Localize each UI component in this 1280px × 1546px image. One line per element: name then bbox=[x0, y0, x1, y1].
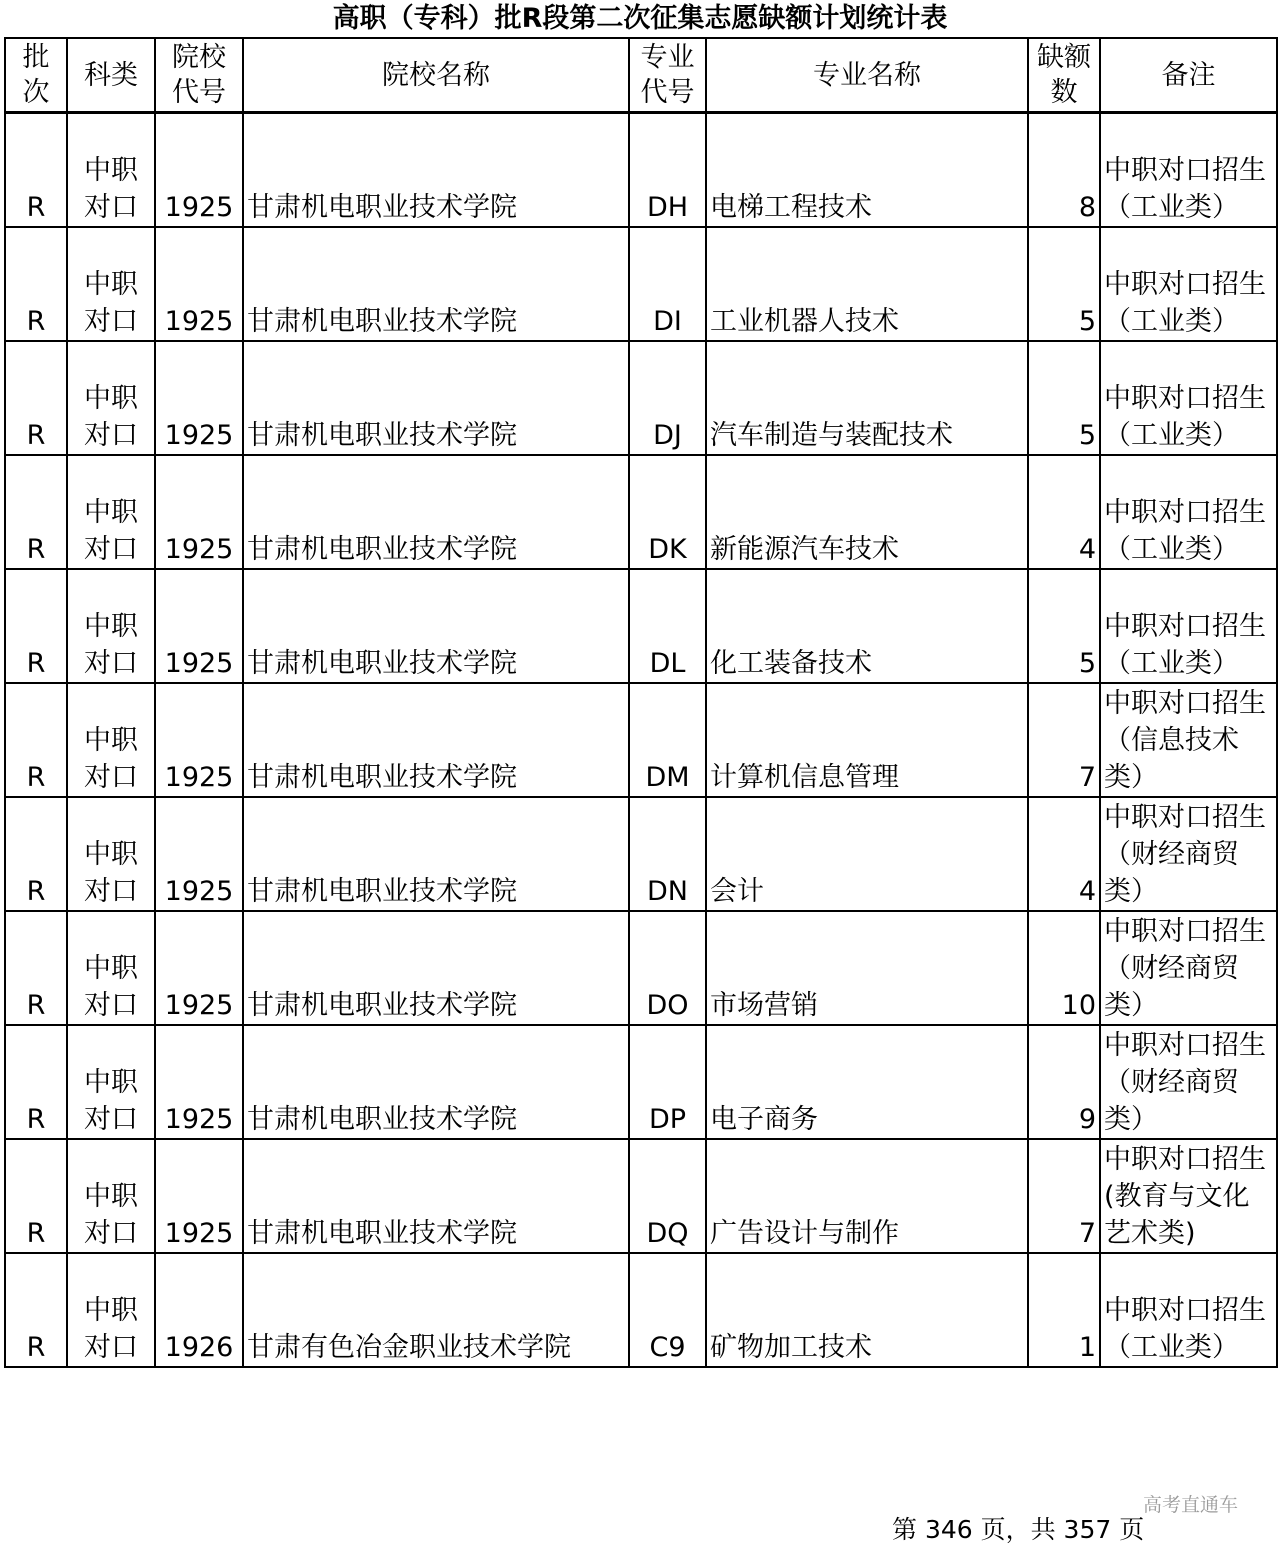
vacancy-cell: 4 bbox=[1028, 455, 1100, 569]
watermark: 高考直通车 bbox=[1143, 1494, 1239, 1516]
school-name-cell: 甘肃机电职业技术学院 bbox=[243, 341, 629, 455]
school-code-cell: 1925 bbox=[155, 113, 243, 228]
table-header-row bbox=[5, 38, 1277, 113]
remark-cell: 中职对口招生（财经商贸类） bbox=[1100, 911, 1277, 1025]
remark-cell: 中职对口招生（工业类） bbox=[1100, 569, 1277, 683]
school-code-cell: 1925 bbox=[155, 911, 243, 1025]
major-name-cell: 计算机信息管理 bbox=[706, 683, 1028, 797]
school-name-cell: 甘肃机电职业技术学院 bbox=[243, 227, 629, 341]
header-type: 科类 bbox=[67, 38, 155, 113]
table-row bbox=[5, 569, 1277, 683]
batch-cell: R bbox=[5, 455, 67, 569]
school-code-cell: 1925 bbox=[155, 1139, 243, 1253]
school-code-cell: 1925 bbox=[155, 455, 243, 569]
major-code-cell: DL bbox=[629, 569, 706, 683]
batch-cell: R bbox=[5, 569, 67, 683]
school-name-cell: 甘肃机电职业技术学院 bbox=[243, 797, 629, 911]
major-code-cell: DO bbox=[629, 911, 706, 1025]
school-code-cell: 1925 bbox=[155, 797, 243, 911]
batch-cell: R bbox=[5, 1253, 67, 1367]
major-name-cell: 新能源汽车技术 bbox=[706, 455, 1028, 569]
batch-cell: R bbox=[5, 1139, 67, 1253]
header-vacancy: 缺额 数 bbox=[1028, 38, 1100, 113]
major-name-cell: 广告设计与制作 bbox=[706, 1139, 1028, 1253]
school-code-cell: 1925 bbox=[155, 227, 243, 341]
school-code-cell: 1925 bbox=[155, 569, 243, 683]
batch-cell: R bbox=[5, 911, 67, 1025]
major-name-cell: 矿物加工技术 bbox=[706, 1253, 1028, 1367]
school-name-cell: 甘肃机电职业技术学院 bbox=[243, 1025, 629, 1139]
header-school-name: 院校名称 bbox=[243, 38, 629, 113]
vacancy-cell: 7 bbox=[1028, 683, 1100, 797]
table-row bbox=[5, 797, 1277, 911]
remark-cell: 中职对口招生（工业类） bbox=[1100, 1253, 1277, 1367]
major-code-cell: DI bbox=[629, 227, 706, 341]
major-code-cell: DJ bbox=[629, 341, 706, 455]
category-cell: 中职 对口 bbox=[67, 1139, 155, 1253]
table-row bbox=[5, 911, 1277, 1025]
remark-cell: 中职对口招生（信息技术类） bbox=[1100, 683, 1277, 797]
header-batch: 批 次 bbox=[5, 38, 67, 113]
category-cell: 中职 对口 bbox=[67, 341, 155, 455]
remark-cell: 中职对口招生（财经商贸类） bbox=[1100, 1025, 1277, 1139]
major-code-cell: DP bbox=[629, 1025, 706, 1139]
major-code-cell: DQ bbox=[629, 1139, 706, 1253]
vacancy-cell: 5 bbox=[1028, 569, 1100, 683]
school-name-cell: 甘肃机电职业技术学院 bbox=[243, 455, 629, 569]
major-name-cell: 电子商务 bbox=[706, 1025, 1028, 1139]
remark-cell: 中职对口招生（工业类） bbox=[1100, 455, 1277, 569]
table-row bbox=[5, 1139, 1277, 1253]
category-cell: 中职 对口 bbox=[67, 227, 155, 341]
category-cell: 中职 对口 bbox=[67, 911, 155, 1025]
major-name-cell: 化工装备技术 bbox=[706, 569, 1028, 683]
school-name-cell: 甘肃有色冶金职业技术学院 bbox=[243, 1253, 629, 1367]
table-row bbox=[5, 1025, 1277, 1139]
vacancy-cell: 1 bbox=[1028, 1253, 1100, 1367]
vacancy-cell: 4 bbox=[1028, 797, 1100, 911]
category-cell: 中职 对口 bbox=[67, 455, 155, 569]
major-code-cell: DH bbox=[629, 113, 706, 228]
remark-cell: 中职对口招生(教育与文化艺术类) bbox=[1100, 1139, 1277, 1253]
school-name-cell: 甘肃机电职业技术学院 bbox=[243, 569, 629, 683]
school-code-cell: 1925 bbox=[155, 683, 243, 797]
header-remark: 备注 bbox=[1100, 38, 1277, 113]
remark-cell: 中职对口招生（工业类） bbox=[1100, 227, 1277, 341]
school-name-cell: 甘肃机电职业技术学院 bbox=[243, 1139, 629, 1253]
table-body bbox=[5, 113, 1277, 1368]
vacancy-plan-table bbox=[4, 37, 1278, 1368]
major-name-cell: 工业机器人技术 bbox=[706, 227, 1028, 341]
remark-cell: 中职对口招生（工业类） bbox=[1100, 341, 1277, 455]
vacancy-cell: 10 bbox=[1028, 911, 1100, 1025]
school-name-cell: 甘肃机电职业技术学院 bbox=[243, 113, 629, 228]
batch-cell: R bbox=[5, 227, 67, 341]
school-name-cell: 甘肃机电职业技术学院 bbox=[243, 683, 629, 797]
major-name-cell: 汽车制造与装配技术 bbox=[706, 341, 1028, 455]
remark-cell: 中职对口招生（财经商贸类） bbox=[1100, 797, 1277, 911]
major-code-cell: C9 bbox=[629, 1253, 706, 1367]
vacancy-cell: 7 bbox=[1028, 1139, 1100, 1253]
category-cell: 中职 对口 bbox=[67, 113, 155, 228]
major-code-cell: DN bbox=[629, 797, 706, 911]
major-name-cell: 电梯工程技术 bbox=[706, 113, 1028, 228]
vacancy-cell: 5 bbox=[1028, 341, 1100, 455]
school-code-cell: 1925 bbox=[155, 341, 243, 455]
table-row bbox=[5, 341, 1277, 455]
table-row bbox=[5, 113, 1277, 228]
batch-cell: R bbox=[5, 797, 67, 911]
category-cell: 中职 对口 bbox=[67, 1253, 155, 1367]
header-major-name: 专业名称 bbox=[706, 38, 1028, 113]
vacancy-cell: 8 bbox=[1028, 113, 1100, 228]
batch-cell: R bbox=[5, 341, 67, 455]
school-code-cell: 1926 bbox=[155, 1253, 243, 1367]
header-major-code: 专业 代号 bbox=[629, 38, 706, 113]
school-code-cell: 1925 bbox=[155, 1025, 243, 1139]
remark-cell: 中职对口招生（工业类） bbox=[1100, 113, 1277, 228]
major-name-cell: 会计 bbox=[706, 797, 1028, 911]
table-row bbox=[5, 455, 1277, 569]
major-name-cell: 市场营销 bbox=[706, 911, 1028, 1025]
header-school-code: 院校 代号 bbox=[155, 38, 243, 113]
table-row bbox=[5, 1253, 1277, 1367]
major-code-cell: DK bbox=[629, 455, 706, 569]
category-cell: 中职 对口 bbox=[67, 797, 155, 911]
table-row bbox=[5, 227, 1277, 341]
vacancy-cell: 5 bbox=[1028, 227, 1100, 341]
page-title: 高职（专科）批R段第二次征集志愿缺额计划统计表 bbox=[332, 3, 948, 34]
batch-cell: R bbox=[5, 1025, 67, 1139]
page-number-footer: 第 346 页，共 357 页 bbox=[892, 1515, 1145, 1544]
major-code-cell: DM bbox=[629, 683, 706, 797]
category-cell: 中职 对口 bbox=[67, 569, 155, 683]
batch-cell: R bbox=[5, 113, 67, 228]
category-cell: 中职 对口 bbox=[67, 683, 155, 797]
batch-cell: R bbox=[5, 683, 67, 797]
vacancy-cell: 9 bbox=[1028, 1025, 1100, 1139]
category-cell: 中职 对口 bbox=[67, 1025, 155, 1139]
school-name-cell: 甘肃机电职业技术学院 bbox=[243, 911, 629, 1025]
table-row bbox=[5, 683, 1277, 797]
